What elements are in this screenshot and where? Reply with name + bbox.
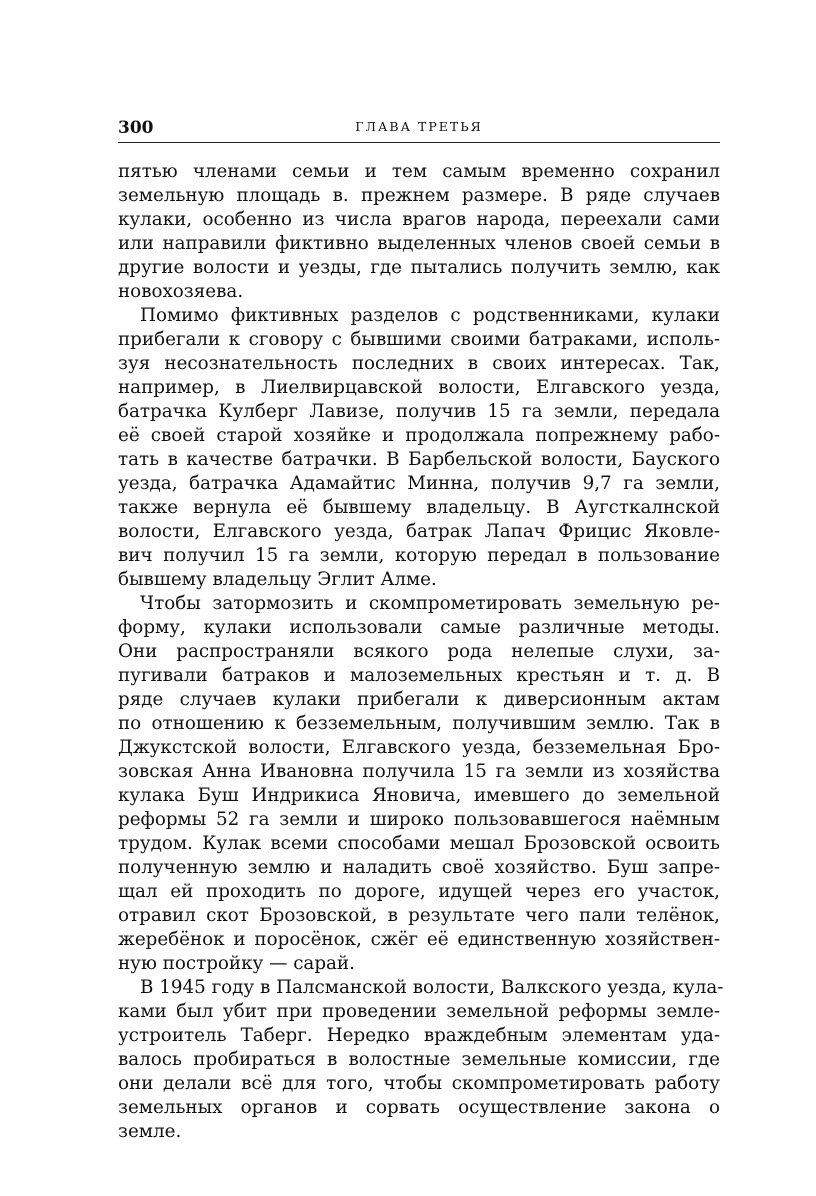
text-line: другие волости и уезды, где пытались получить землю, как — [118, 257, 720, 278]
running-title: ГЛАВА ТРЕТЬЯ — [355, 119, 483, 134]
text-line: ками был убит при проведении земельной реформы земле- — [118, 1001, 720, 1022]
paragraph — [118, 304, 720, 592]
paragraph — [118, 160, 720, 304]
text-line: её своей старой хозяйке и продолжала попрежнему рабо- — [118, 425, 720, 446]
text-line: кулаки, особенно из числа врагов народа, переехали сами — [118, 209, 720, 230]
text-line: Джукстской волости, Елгавского уезда, безземельная Бро- — [118, 737, 720, 758]
text-line: тать в качестве батрачки. В Барбельской волости, Бауского — [118, 449, 720, 470]
text-line: зовская Анна Ивановна получила 15 га земли из хозяйства — [118, 761, 720, 782]
text-line: батрачка Кулберг Лавизе, получив 15 га земли, передала — [118, 401, 720, 422]
text-line: земельных органов и сорвать осуществление закона о — [118, 1097, 720, 1118]
text-line: В 1945 году в Палсманской волости, Валкского уезда, кула- — [140, 977, 724, 998]
text-line: пятью членами семьи и тем самым временно сохранил — [118, 161, 720, 182]
text-line: валось пробираться в волостные земельные комиссии, где — [118, 1049, 720, 1070]
text-line: Помимо фиктивных разделов с родственниками, кулаки — [140, 305, 720, 326]
text-line: щал ей проходить по дороге, идущей через его участок, — [118, 881, 720, 902]
text-line: полученную землю и наладить своё хозяйство. Буш запре- — [118, 857, 720, 878]
text-line: ную постройку — сарай. — [118, 953, 355, 974]
text-line: земле. — [118, 1121, 182, 1142]
text-line: форму, кулаки использовали самые различные методы. — [118, 617, 720, 638]
text-line: уезда, батрачка Адамайтис Минна, получив 9,7 га земли, — [118, 473, 720, 494]
text-line: кулака Буш Индрикиса Яновича, имевшего до земельной — [118, 785, 720, 806]
text-line: отравил скот Брозовской, в результате чего пали телёнок, — [118, 905, 720, 926]
text-line: также вернула её бывшему владельцу. В Аугсткалнской — [118, 497, 720, 518]
text-line: Они распространяли всякого рода нелепые слухи, за- — [118, 641, 720, 662]
text-line: Чтобы затормозить и скомпрометировать земельную ре- — [140, 593, 720, 614]
text-line: или направили фиктивно выделенных членов своей семьи в — [118, 233, 720, 254]
page-number: 300 — [118, 118, 154, 138]
paragraph — [118, 976, 724, 1144]
text-line: волости, Елгавского уезда, батрак Лапач Фрицис Яковле- — [118, 521, 720, 542]
paragraph — [118, 592, 720, 976]
text-line: устроитель Таберг. Нередко враждебным элементам уда- — [118, 1025, 720, 1046]
text-line: например, в Лиелвирцавской волости, Елгавского уезда, — [118, 377, 720, 398]
text-line: новохозяева. — [118, 281, 244, 302]
text-line: ряде случаев кулаки прибегали к диверсионным актам — [118, 689, 720, 710]
text-line: зуя несознательность последних в своих интересах. Так, — [118, 353, 720, 374]
text-line: пугивали батраков и малоземельных крестьян и т. д. В — [118, 665, 720, 686]
text-line: трудом. Кулак всеми способами мешал Брозовской освоить — [118, 833, 720, 854]
text-line: вич получил 15 га земли, которую передал в пользование — [118, 545, 720, 566]
text-line: прибегали к сговору с бывшими своими батраками, исполь- — [118, 329, 720, 350]
text-line: по отношению к безземельным, получившим землю. Так в — [118, 713, 720, 734]
text-line: бывшему владельцу Эглит Алме. — [118, 569, 437, 590]
text-line: реформы 52 га земли и широко пользовавшегося наёмным — [118, 809, 720, 830]
page-header — [118, 118, 720, 143]
body-text — [118, 160, 724, 1144]
text-line: они делали всё для того, чтобы скомпрометировать работу — [118, 1073, 720, 1094]
text-line: земельную площадь в. прежнем размере. В ряде случаев — [118, 185, 720, 206]
text-line: жеребёнок и поросёнок, сжёг её единственную хозяйствен- — [118, 929, 720, 950]
